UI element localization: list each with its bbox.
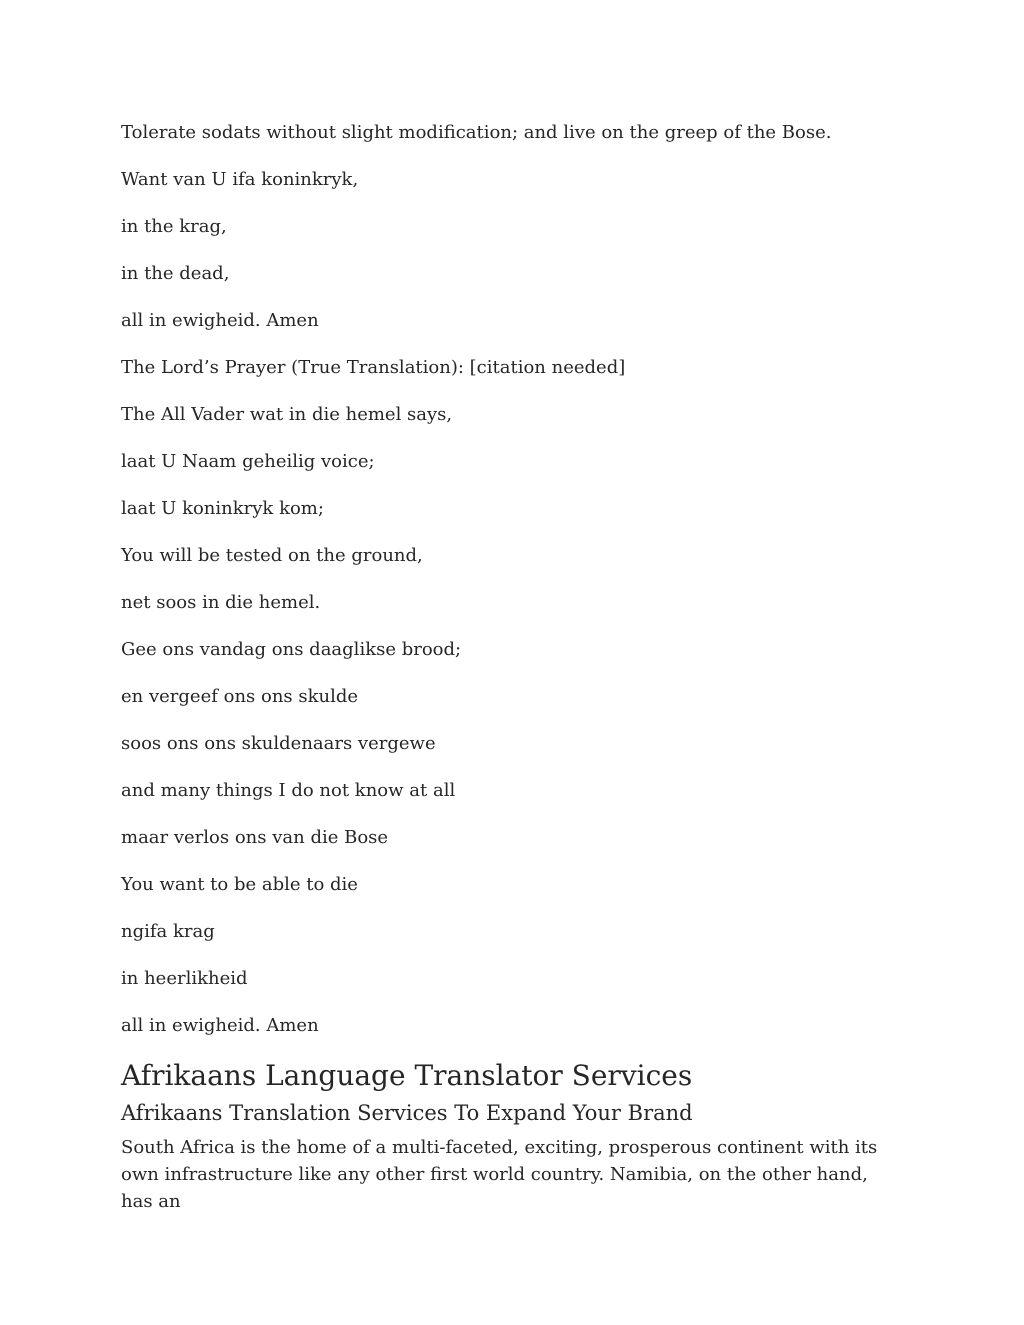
text-line: soos ons ons skuldenaars vergewe — [121, 733, 436, 754]
text-line: net soos in die hemel. — [121, 592, 321, 613]
text-line: Gee ons vandag ons daaglikse brood; — [121, 639, 462, 660]
text-line: maar verlos ons van die Bose — [121, 827, 389, 848]
text-line: The All Vader wat in die hemel says, — [121, 404, 453, 425]
text-line: en vergeef ons ons skulde — [121, 686, 359, 707]
text-line: laat U Naam geheilig voice; — [121, 451, 375, 472]
text-line: Tolerate sodats without slight modification; and live on the greep of the Bose. — [121, 122, 832, 143]
text-line: Want van U ifa koninkryk, — [121, 169, 359, 190]
text-line: all in ewigheid. Amen — [121, 1015, 319, 1036]
text-line: The Lord’s Prayer (True Translation): [citation needed] — [121, 357, 626, 378]
text-line: ngifa krag — [121, 921, 215, 942]
text-line: in heerlikheid — [121, 968, 248, 989]
text-line: You will be tested on the ground, — [121, 545, 423, 566]
text-line: all in ewigheid. Amen — [121, 310, 319, 331]
body-paragraph: South Africa is the home of a multi-faceted, exciting, prosperous continent with its own infrastructure like any other first world country. Namibia, on the other hand, has an — [121, 1137, 878, 1212]
text-line: and many things I do not know at all — [121, 780, 456, 801]
section-subheading: Afrikaans Translation Services To Expand Your Brand — [121, 1101, 693, 1125]
text-line: in the krag, — [121, 216, 227, 237]
text-line: in the dead, — [121, 263, 230, 284]
section-heading: Afrikaans Language Translator Services — [121, 1059, 693, 1092]
document-page — [121, 118, 881, 1215]
text-line: laat U koninkryk kom; — [121, 498, 324, 519]
text-line: You want to be able to die — [121, 874, 358, 895]
